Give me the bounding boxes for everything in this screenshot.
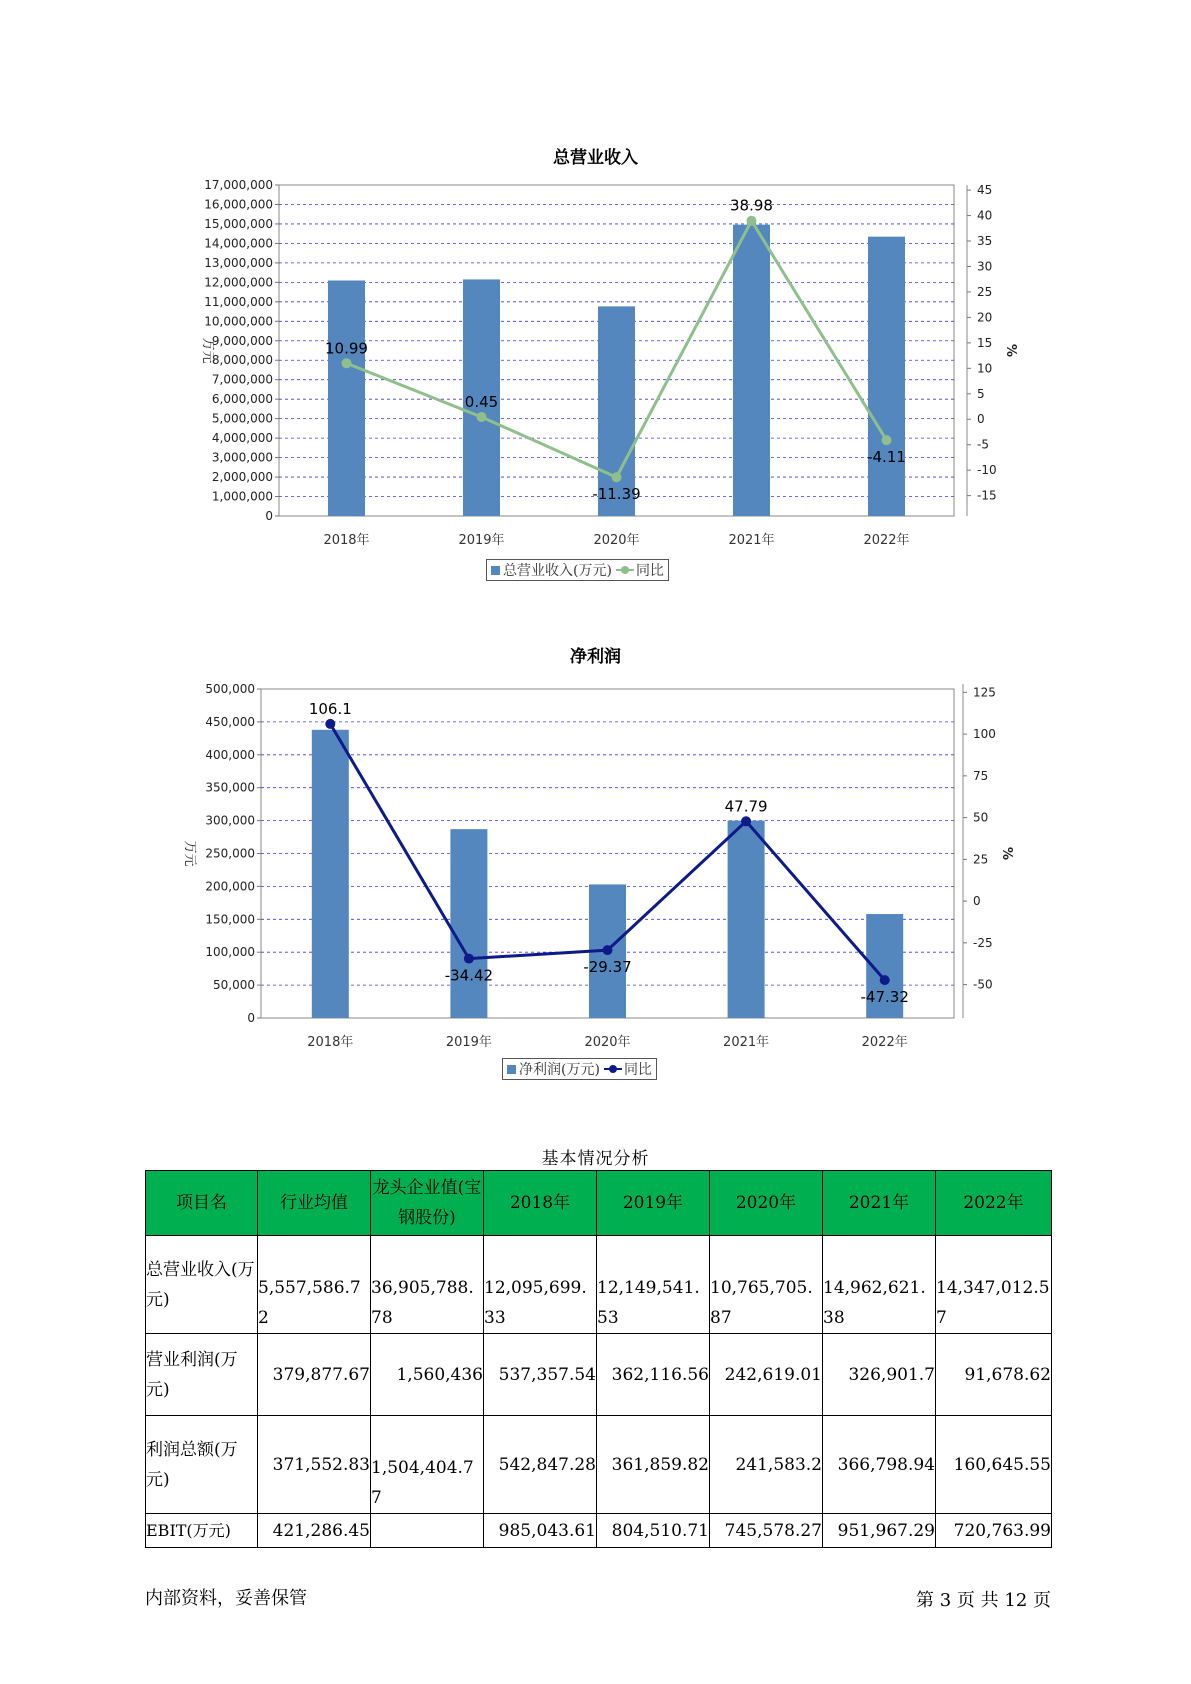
y2-tick-label: 5 <box>977 386 985 401</box>
cell-value: 537,357.54 <box>484 1334 597 1416</box>
y2-tick-label: 20 <box>977 310 993 325</box>
y-tick-label: 2,000,000 <box>211 470 273 485</box>
legend-bar-label: 总营业收入(万元) <box>503 563 612 579</box>
cell-value: 12,149,541.53 <box>597 1236 710 1334</box>
y2-tick-label: -15 <box>977 488 997 503</box>
data-label: -11.39 <box>592 485 641 504</box>
cell-value: 242,619.01 <box>710 1334 823 1416</box>
y-tick-label: 6,000,000 <box>211 392 273 407</box>
y-tick-label: 1,000,000 <box>211 489 273 504</box>
y-tick-label: 400,000 <box>205 747 255 762</box>
legend-line-label: 同比 <box>635 563 664 579</box>
cell-value: 985,043.61 <box>484 1514 597 1548</box>
y2-tick-label: 25 <box>973 852 989 867</box>
line-point <box>603 945 613 955</box>
table-row <box>146 1236 1052 1334</box>
line-point <box>325 719 335 729</box>
cell-value: 361,859.82 <box>597 1416 710 1514</box>
y-tick-label: 16,000,000 <box>204 197 273 212</box>
y2-tick-label: 25 <box>977 284 993 299</box>
y-tick-label: 500,000 <box>205 682 255 696</box>
y-tick-label: 11,000,000 <box>204 294 273 309</box>
cell-value: 14,347,012.57 <box>936 1236 1052 1334</box>
y-tick-label: 4,000,000 <box>211 431 273 446</box>
cell-value: 91,678.62 <box>936 1334 1052 1416</box>
y2-tick-label: 10 <box>977 361 993 376</box>
y-tick-label: 14,000,000 <box>204 236 273 251</box>
y-tick-label: 50,000 <box>213 978 255 993</box>
y2-axis-title: % <box>1003 343 1018 358</box>
y-tick-label: 0 <box>247 1011 255 1025</box>
y-tick-label: 7,000,000 <box>211 372 273 387</box>
y2-tick-label: -50 <box>973 977 993 992</box>
y2-tick-label: 125 <box>973 685 996 700</box>
y-tick-label: 350,000 <box>205 780 255 795</box>
header-cell: 2021年 <box>823 1171 936 1236</box>
cell-value: 362,116.56 <box>597 1334 710 1416</box>
header-cell: 2020年 <box>710 1171 823 1236</box>
legend-line-label: 同比 <box>623 1062 652 1078</box>
row-name: 营业利润(万元) <box>146 1334 258 1416</box>
data-label: -47.32 <box>860 988 909 1007</box>
x-tick-label: 2019年 <box>445 1035 492 1050</box>
header-cell: 2018年 <box>484 1171 597 1236</box>
y-tick-label: 300,000 <box>205 813 255 828</box>
legend-bar-label: 净利润(万元) <box>519 1062 600 1078</box>
line-point <box>880 975 890 985</box>
header-cell: 龙头企业值(宝钢股份) <box>371 1171 484 1236</box>
x-tick-label: 2020年 <box>593 533 640 548</box>
row-name: 总营业收入(万元) <box>146 1236 258 1334</box>
x-tick-label: 2020年 <box>584 1035 631 1050</box>
cell-value: 371,552.83 <box>258 1416 371 1514</box>
y2-tick-label: 75 <box>973 768 989 783</box>
data-label: 10.99 <box>325 339 368 358</box>
cell-value: 951,967.29 <box>823 1514 936 1548</box>
y2-tick-label: -5 <box>977 437 989 452</box>
cell-value: 379,877.67 <box>258 1334 371 1416</box>
y2-tick-label: 50 <box>973 810 989 825</box>
revenue-chart-title: 总营业收入 <box>553 148 638 168</box>
data-label: 47.79 <box>724 797 768 816</box>
line-point <box>741 816 751 826</box>
header-cell: 2022年 <box>936 1171 1052 1236</box>
x-tick-label: 2018年 <box>307 1035 354 1050</box>
y-tick-label: 15,000,000 <box>204 216 273 231</box>
y-axis-title: 万元 <box>182 840 197 867</box>
x-tick-label: 2021年 <box>723 1035 770 1050</box>
y2-tick-label: 100 <box>973 727 996 742</box>
footer-page-number: 第 3 页 共 12 页 <box>916 1590 1051 1611</box>
y2-tick-label: 0 <box>973 894 981 909</box>
y2-tick-label: 0 <box>977 412 985 427</box>
cell-value: 421,286.45 <box>258 1514 371 1548</box>
data-label: 38.98 <box>730 196 773 215</box>
line-point <box>464 954 474 964</box>
y-tick-label: 3,000,000 <box>211 450 273 465</box>
cell-value: 14,962,621.38 <box>823 1236 936 1334</box>
x-tick-label: 2019年 <box>458 533 505 548</box>
y2-tick-label: 35 <box>977 234 993 249</box>
header-cell: 项目名 <box>146 1171 258 1236</box>
y-tick-label: 5,000,000 <box>211 411 273 426</box>
y2-axis-title: % <box>999 846 1014 861</box>
table-row <box>146 1334 1052 1416</box>
profit-chart-title: 净利润 <box>570 647 621 667</box>
bar <box>728 821 765 1018</box>
data-label: 0.45 <box>464 392 499 411</box>
legend-bar-swatch <box>507 1065 516 1074</box>
y-tick-label: 10,000,000 <box>204 314 273 329</box>
cell-value: 326,901.7 <box>823 1334 936 1416</box>
y-tick-label: 9,000,000 <box>211 333 273 348</box>
x-tick-label: 2018年 <box>323 533 370 548</box>
bar <box>312 730 349 1018</box>
data-label: -34.42 <box>444 966 494 985</box>
cell-value: 720,763.99 <box>936 1514 1052 1548</box>
y-tick-label: 0 <box>265 509 273 523</box>
profit-chart-legend <box>502 1058 657 1080</box>
row-name: EBIT(万元) <box>146 1514 258 1548</box>
y-axis-title: 万元 <box>200 337 215 364</box>
table-row <box>146 1514 1052 1548</box>
y2-tick-label: -25 <box>973 935 993 950</box>
y-tick-label: 450,000 <box>205 714 255 729</box>
legend-line-swatch <box>604 1064 622 1074</box>
x-tick-label: 2021年 <box>728 533 775 548</box>
cell-value: 5,557,586.72 <box>258 1236 371 1334</box>
y2-tick-label: 30 <box>977 259 993 274</box>
x-tick-label: 2022年 <box>863 533 910 548</box>
table-title: 基本情况分析 <box>541 1149 650 1169</box>
cell-value: 12,095,699.33 <box>484 1236 597 1334</box>
y-tick-label: 17,000,000 <box>204 178 273 192</box>
x-tick-label: 2022年 <box>861 1035 908 1050</box>
y2-tick-label: 45 <box>977 183 993 198</box>
y-tick-label: 13,000,000 <box>204 255 273 270</box>
header-cell: 行业均值 <box>258 1171 371 1236</box>
data-label: -4.11 <box>867 448 906 467</box>
footer-confidential: 内部资料，妥善保管 <box>145 1588 307 1609</box>
cell-value: 366,798.94 <box>823 1416 936 1514</box>
y2-tick-label: 15 <box>977 335 993 350</box>
y-tick-label: 12,000,000 <box>204 275 273 290</box>
cell-value: 542,847.28 <box>484 1416 597 1514</box>
cell-value: 1,560,436 <box>371 1334 484 1416</box>
cell-value: 241,583.2 <box>710 1416 823 1514</box>
table-header-row <box>146 1171 1052 1236</box>
cell-value: 36,905,788.78 <box>371 1236 484 1334</box>
table-row <box>146 1416 1052 1514</box>
cell-value: 160,645.55 <box>936 1416 1052 1514</box>
y2-tick-label: -10 <box>977 463 997 478</box>
y-tick-label: 150,000 <box>205 912 255 927</box>
cell-value: 10,765,705.87 <box>710 1236 823 1334</box>
cell-value: 745,578.27 <box>710 1514 823 1548</box>
y-tick-label: 250,000 <box>205 846 255 861</box>
analysis-table <box>145 1170 1052 1548</box>
header-cell: 2019年 <box>597 1171 710 1236</box>
y-tick-label: 200,000 <box>205 879 255 894</box>
y2-tick-label: 40 <box>977 208 993 223</box>
y-tick-label: 8,000,000 <box>211 353 273 368</box>
cell-value: 804,510.71 <box>597 1514 710 1548</box>
data-label: -29.37 <box>583 958 632 977</box>
y-tick-label: 100,000 <box>205 945 255 960</box>
cell-value: 1,504,404.77 <box>371 1416 484 1514</box>
bar <box>450 829 487 1018</box>
data-label: 106.1 <box>308 699 352 718</box>
row-name: 利润总额(万元) <box>146 1416 258 1514</box>
cell-value <box>371 1514 484 1548</box>
